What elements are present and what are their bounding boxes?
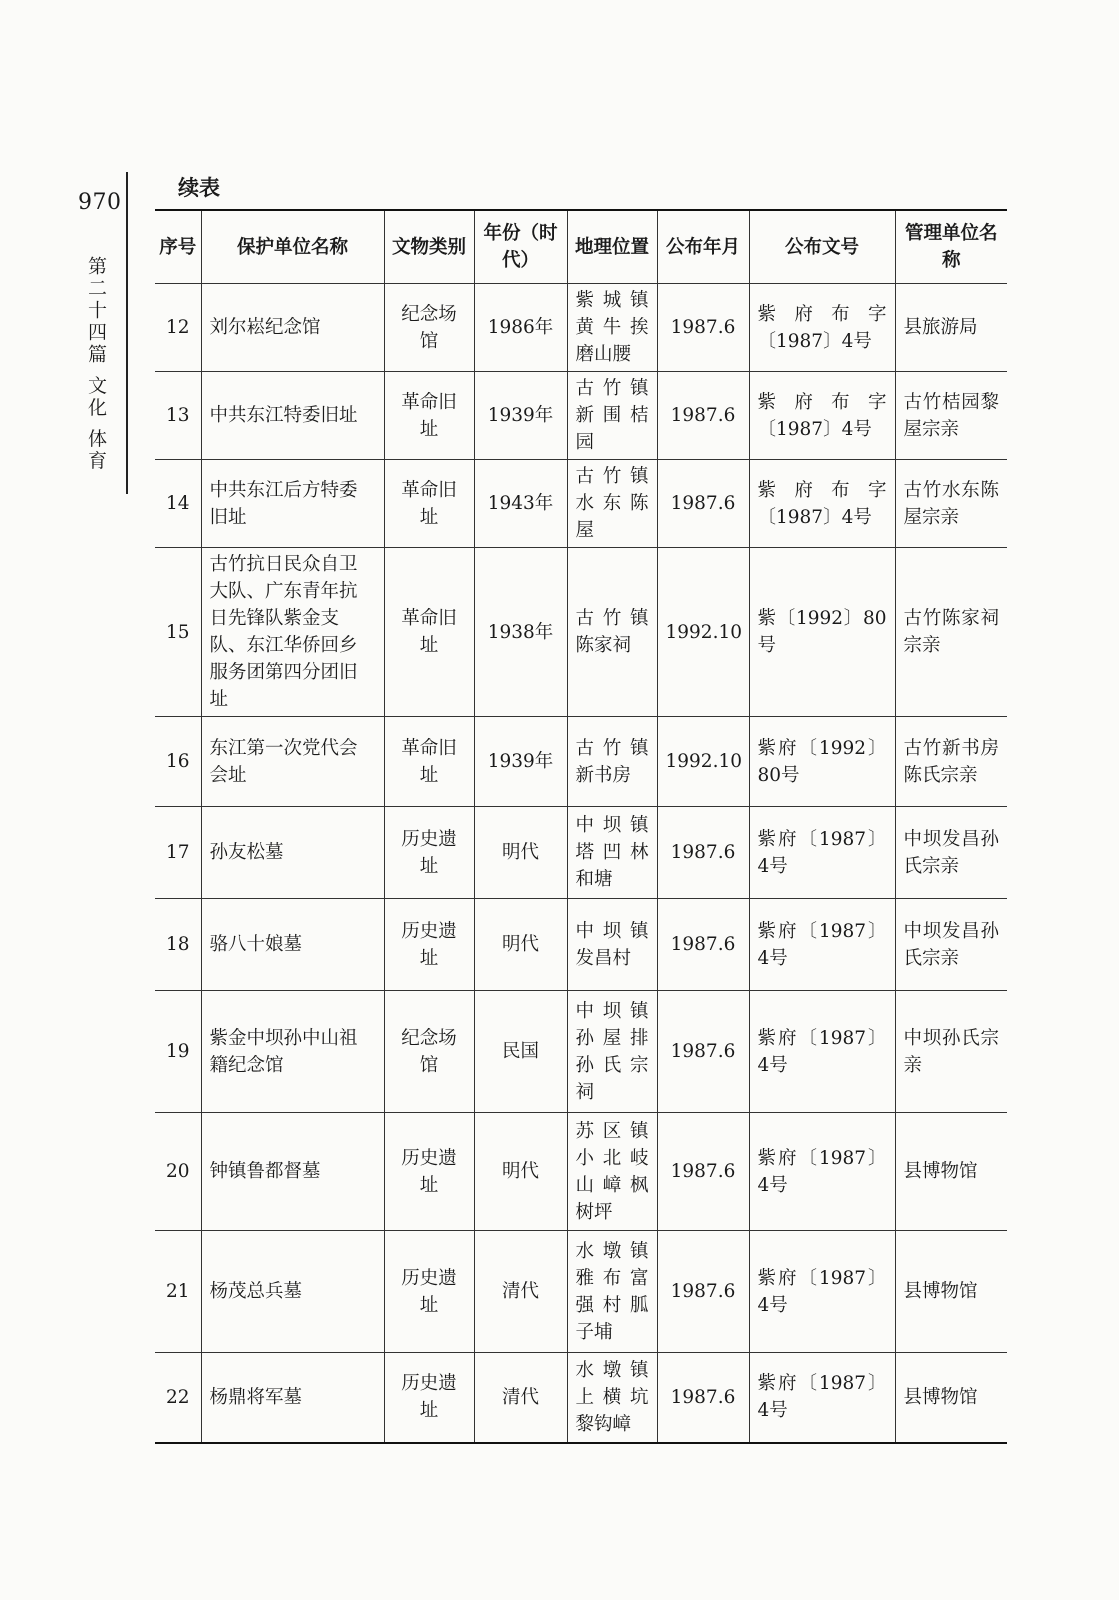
- document-number-cell: 紫府〔1987〕4号: [749, 1353, 895, 1443]
- table-row: [155, 1113, 1007, 1231]
- category-cell: 纪念场馆: [384, 284, 474, 372]
- document-number-cell: 紫府〔1992〕80号: [749, 717, 895, 807]
- era-cell: 清代: [474, 1353, 567, 1443]
- site-name-cell: 东江第一次党代会会址: [201, 717, 384, 807]
- era-cell: 1986年: [474, 284, 567, 372]
- site-name-cell: 紫金中坝孙中山祖籍纪念馆: [201, 991, 384, 1113]
- category-cell: 革命旧址: [384, 460, 474, 548]
- header-cell: 序号: [155, 210, 201, 284]
- publish-date-cell: 1987.6: [657, 1231, 749, 1353]
- document-number-cell: 紫〔1992〕80号: [749, 548, 895, 717]
- page-number: 970: [78, 190, 122, 215]
- document-number-cell: 紫府布字〔1987〕4号: [749, 284, 895, 372]
- row-number-cell: 15: [155, 548, 201, 717]
- site-name-cell: 中共东江后方特委旧址: [201, 460, 384, 548]
- table-body: [155, 284, 1007, 1443]
- era-cell: 明代: [474, 899, 567, 991]
- document-number-cell: 紫府〔1987〕4号: [749, 1113, 895, 1231]
- row-number-cell: 13: [155, 372, 201, 460]
- table-row: [155, 991, 1007, 1113]
- header-cell: 公布文号: [749, 210, 895, 284]
- table-row: [155, 717, 1007, 807]
- continued-label: 续表: [178, 175, 220, 200]
- management-unit-cell: 县博物馆: [895, 1113, 1007, 1231]
- document-number-cell: 紫府〔1987〕4号: [749, 1231, 895, 1353]
- location-cell: 中坝镇塔凹林和塘: [567, 807, 657, 899]
- site-name-cell: 古竹抗日民众自卫大队、广东青年抗日先锋队紫金支队、东江华侨回乡服务团第四分团旧址: [201, 548, 384, 717]
- category-cell: 革命旧址: [384, 717, 474, 807]
- management-unit-cell: 县旅游局: [895, 284, 1007, 372]
- management-unit-cell: 中坝发昌孙氏宗亲: [895, 899, 1007, 991]
- row-number-cell: 19: [155, 991, 201, 1113]
- publish-date-cell: 1987.6: [657, 460, 749, 548]
- location-cell: 水墩镇雅布富强村胍子埔: [567, 1231, 657, 1353]
- publish-date-cell: 1987.6: [657, 1353, 749, 1443]
- category-cell: 纪念场馆: [384, 991, 474, 1113]
- site-name-cell: 杨茂总兵墓: [201, 1231, 384, 1353]
- document-number-cell: 紫府〔1987〕4号: [749, 807, 895, 899]
- table-row: [155, 899, 1007, 991]
- location-cell: 水墩镇上横坑黎钩嶂: [567, 1353, 657, 1443]
- row-number-cell: 12: [155, 284, 201, 372]
- publish-date-cell: 1992.10: [657, 717, 749, 807]
- location-cell: 中坝镇发昌村: [567, 899, 657, 991]
- location-cell: 中坝镇孙屋排孙氏宗祠: [567, 991, 657, 1113]
- header-cell: 年份（时代）: [474, 210, 567, 284]
- publish-date-cell: 1987.6: [657, 372, 749, 460]
- location-cell: 古竹镇新围桔园: [567, 372, 657, 460]
- table-row: [155, 372, 1007, 460]
- site-name-cell: 杨鼎将军墓: [201, 1353, 384, 1443]
- document-number-cell: 紫府布字〔1987〕4号: [749, 372, 895, 460]
- site-name-cell: 骆八十娘墓: [201, 899, 384, 991]
- site-name-cell: 中共东江特委旧址: [201, 372, 384, 460]
- management-unit-cell: 县博物馆: [895, 1231, 1007, 1353]
- row-number-cell: 21: [155, 1231, 201, 1353]
- location-cell: 古竹镇水东陈屋: [567, 460, 657, 548]
- management-unit-cell: 中坝孙氏宗亲: [895, 991, 1007, 1113]
- table-row: [155, 284, 1007, 372]
- row-number-cell: 16: [155, 717, 201, 807]
- document-number-cell: 紫府〔1987〕4号: [749, 899, 895, 991]
- category-cell: 历史遗址: [384, 899, 474, 991]
- management-unit-cell: 古竹新书房陈氏宗亲: [895, 717, 1007, 807]
- document-number-cell: 紫府〔1987〕4号: [749, 991, 895, 1113]
- table-row: [155, 1231, 1007, 1353]
- heritage-table: [155, 209, 1007, 1444]
- table-row: [155, 460, 1007, 548]
- category-cell: 革命旧址: [384, 548, 474, 717]
- location-cell: 苏区镇小北岐山嶂枫树坪: [567, 1113, 657, 1231]
- document-number-cell: 紫府布字〔1987〕4号: [749, 460, 895, 548]
- management-unit-cell: 古竹陈家祠宗亲: [895, 548, 1007, 717]
- era-cell: 明代: [474, 1113, 567, 1231]
- header-cell: 公布年月: [657, 210, 749, 284]
- category-cell: 历史遗址: [384, 1353, 474, 1443]
- publish-date-cell: 1987.6: [657, 1113, 749, 1231]
- table-row: [155, 1353, 1007, 1443]
- row-number-cell: 20: [155, 1113, 201, 1231]
- header-row: [155, 210, 1007, 284]
- table-row: [155, 807, 1007, 899]
- publish-date-cell: 1987.6: [657, 991, 749, 1113]
- publish-date-cell: 1987.6: [657, 899, 749, 991]
- management-unit-cell: 县博物馆: [895, 1353, 1007, 1443]
- header-cell: 文物类别: [384, 210, 474, 284]
- era-cell: 民国: [474, 991, 567, 1113]
- era-cell: 1939年: [474, 717, 567, 807]
- management-unit-cell: 中坝发昌孙氏宗亲: [895, 807, 1007, 899]
- publish-date-cell: 1987.6: [657, 807, 749, 899]
- header-cell: 保护单位名称: [201, 210, 384, 284]
- era-cell: 1938年: [474, 548, 567, 717]
- management-unit-cell: 古竹桔园黎屋宗亲: [895, 372, 1007, 460]
- row-number-cell: 14: [155, 460, 201, 548]
- site-name-cell: 钟镇鲁都督墓: [201, 1113, 384, 1231]
- category-cell: 历史遗址: [384, 1231, 474, 1353]
- era-cell: 1939年: [474, 372, 567, 460]
- category-cell: 历史遗址: [384, 1113, 474, 1231]
- margin-rule: [126, 172, 128, 494]
- row-number-cell: 22: [155, 1353, 201, 1443]
- era-cell: 清代: [474, 1231, 567, 1353]
- site-name-cell: 刘尔崧纪念馆: [201, 284, 384, 372]
- row-number-cell: 18: [155, 899, 201, 991]
- publish-date-cell: 1987.6: [657, 284, 749, 372]
- management-unit-cell: 古竹水东陈屋宗亲: [895, 460, 1007, 548]
- site-name-cell: 孙友松墓: [201, 807, 384, 899]
- category-cell: 革命旧址: [384, 372, 474, 460]
- row-number-cell: 17: [155, 807, 201, 899]
- era-cell: 明代: [474, 807, 567, 899]
- section-title: 第二十四篇 文化 体育: [85, 256, 107, 473]
- category-cell: 历史遗址: [384, 807, 474, 899]
- publish-date-cell: 1992.10: [657, 548, 749, 717]
- location-cell: 古竹镇陈家祠: [567, 548, 657, 717]
- location-cell: 古竹镇新书房: [567, 717, 657, 807]
- location-cell: 紫城镇黄牛挨磨山腰: [567, 284, 657, 372]
- header-cell: 地理位置: [567, 210, 657, 284]
- header-cell: 管理单位名称: [895, 210, 1007, 284]
- table-row: [155, 548, 1007, 717]
- era-cell: 1943年: [474, 460, 567, 548]
